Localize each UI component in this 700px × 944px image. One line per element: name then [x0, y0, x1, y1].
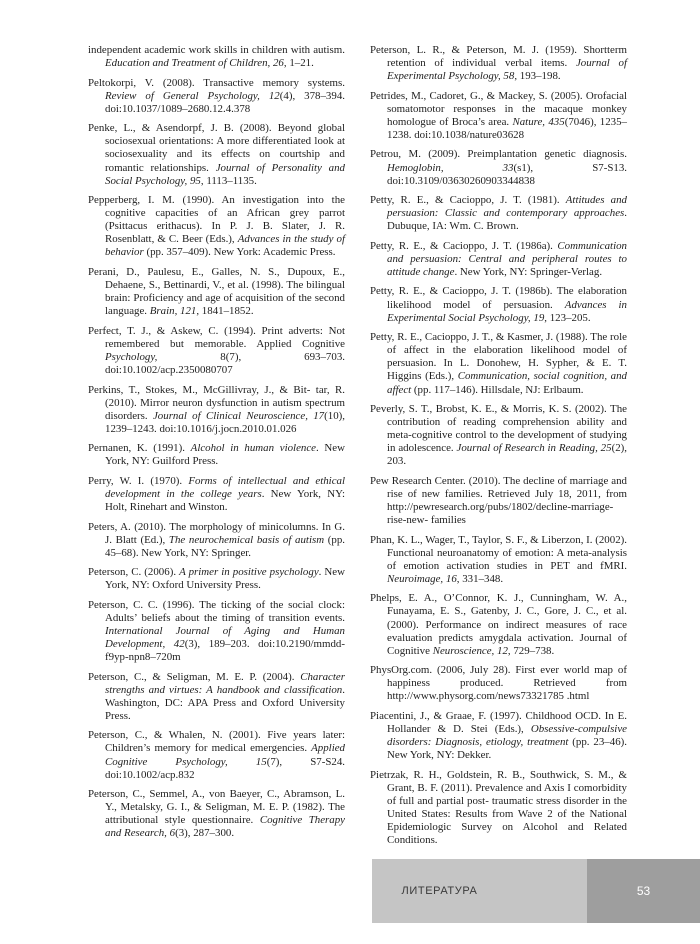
reference-italic-segment: Brain, 121	[149, 305, 197, 318]
reference-text-segment: Penke, L., & Asendorpf, J. B. (2008). Beyond global sociosexual orientations: A more differentiated look at sociosexuality and its effects on courtship and romantic relationships.	[88, 122, 345, 174]
reference-text-segment: Petty, R. E., & Cacioppo, J. T. (1986b). The elaboration likelihood model of persuasion.	[370, 285, 627, 311]
reference-text-segment: Pepperberg, I. M. (1990). An investigation into the cognitive capacities of an African grey parrot (Psittacus erithacus). In P. J. B. Slater, J. R. Rosenblatt, & C. Beer (Eds.),	[88, 194, 345, 246]
reference-italic-segment: International Journal of Aging and Human Development, 42	[105, 624, 345, 651]
reference-italic-segment: Review of General Psychology, 12	[105, 89, 280, 102]
reference-text-segment: , 123–205.	[544, 311, 591, 324]
reference-entry	[370, 148, 627, 187]
reference-text-segment: Piacentini, J., & Graae, F. (1997). Childhood OCD. In E. Hollander & D. Stei (Eds.),	[370, 709, 627, 735]
reference-italic-segment: Neuroscience, 12	[432, 644, 508, 657]
reference-entry	[88, 599, 345, 664]
reference-entry	[370, 90, 627, 142]
reference-text-segment: . New York, NY: Oxford University Press.	[105, 566, 345, 592]
reference-text-segment: , 193–198.	[514, 70, 561, 83]
reference-entry	[88, 194, 345, 259]
references-left-column	[88, 44, 345, 847]
reference-text-segment: Petrou, M. (2009). Preimplantation genetic diagnosis.	[370, 148, 627, 161]
reference-italic-segment: Advances in the study of behavior	[105, 233, 345, 259]
reference-entry	[88, 384, 345, 436]
reference-entry	[88, 566, 345, 592]
reference-entry	[88, 77, 345, 116]
reference-text-segment: (pp. 23–46). New York, NY: Dekker.	[387, 736, 627, 762]
reference-text-segment: Peterson, C. (2006).	[88, 566, 180, 579]
reference-italic-segment: Obsessive-compulsive disorders: Diagnosis, etiology, treatment	[387, 723, 627, 749]
reference-entry	[370, 664, 627, 703]
reference-text-segment: Peterson, C., Semmel, A., von Baeyer, C., Abramson, L. Y., Metalsky, G. I., & Seligman, M. E. P. (1982). The attributional style questionnaire.	[88, 788, 345, 827]
reference-text-segment: . New York, NY: Guilford Press.	[105, 442, 345, 468]
reference-italic-segment: A primer in positive psychology	[179, 566, 319, 579]
reference-italic-segment: Nature, 435	[512, 115, 565, 128]
reference-entry	[370, 592, 627, 657]
reference-italic-segment: Journal of Clinical Neuroscience, 17	[152, 409, 325, 422]
reference-entry	[88, 266, 345, 318]
reference-text-segment: Pew Research Center. (2010). The decline of marriage and rise of new families. Retrieved July 18, 2011, from http://pewresearch.org/pubs/1802/decline-marriage-rise-new- families	[370, 474, 627, 527]
reference-text-segment: Phelps, E. A., O’Connor, K. J., Cunningham, W. A., Funayama, E. S., Gatenby, J. C., Gore, J. C., et al. (2000). Performance on indirect measures of race evaluation predicts amygdala activation. Journal of Cognitive	[370, 592, 627, 657]
reference-text-segment: (3), 189–203. doi:10.2190/mmdd-f9yp-npn8–720m	[105, 638, 345, 664]
reference-text-segment: (3), 287–300.	[175, 827, 235, 840]
reference-text-segment: (2), 203.	[387, 442, 627, 468]
reference-text-segment: , 1113–1135.	[200, 174, 257, 187]
reference-entry	[370, 475, 627, 527]
reference-entry	[88, 122, 345, 187]
reference-italic-segment: Attitudes and persuasion: Classic and contemporary approaches	[387, 194, 627, 220]
references-right-column	[370, 44, 627, 854]
reference-text-segment: . New York, NY: Springer-Verlag.	[454, 265, 603, 278]
reference-text-segment: , 1–21.	[283, 57, 314, 70]
reference-text-segment: (7046), 1235–1238. doi:10.1038/nature03628	[387, 115, 627, 141]
footer-section-box	[372, 859, 587, 923]
reference-text-segment: Perry, W. I. (1970).	[88, 474, 189, 487]
reference-italic-segment: Alcohol in human violence	[190, 442, 317, 455]
reference-text-segment: Perani, D., Paulesu, E., Galles, N. S., Dupoux, E., Dehaene, S., Bettinardi, V., et al. (1998). The bilingual brain: Proficiency and age of acquisition of the second language.	[88, 265, 345, 318]
reference-text-segment: Peterson, C., & Whalen, N. (2001). Five years later: Children’s memory for medical emergencies.	[88, 729, 345, 755]
reference-text-segment: , 1841–1852.	[196, 305, 254, 318]
reference-text-segment: Phan, K. L., Wager, T., Taylor, S. F., & Liberzon, I. (2002). Functional neuroanatomy of emotion: A meta-analysis of emotion activation studies in PET and fMRI.	[370, 533, 627, 572]
reference-entry	[370, 331, 627, 396]
reference-entry	[88, 671, 345, 723]
page-number: 53	[587, 859, 700, 923]
section-title: ЛИТЕРАТУРА	[401, 885, 478, 897]
reference-italic-segment: Communication and persuasion: Central and peripheral routes to attitude change	[387, 239, 627, 278]
reference-italic-segment: Communication, social cognition, and affect	[387, 370, 627, 396]
reference-italic-segment: Journal of Research in Reading, 25	[456, 442, 612, 455]
reference-entry	[88, 788, 345, 840]
reference-text-segment: (s1), S7-S13. doi:10.3109/03630260903344838	[387, 161, 627, 187]
reference-italic-segment: Psychology,	[105, 350, 158, 363]
reference-italic-segment: Advances in Experimental Social Psychology, 19	[387, 298, 628, 324]
reference-text-segment: (10), 1239–1243. doi:10.1016/j.jocn.2010.01.026	[105, 409, 346, 435]
reference-italic-segment: Applied Cognitive Psychology, 15	[105, 742, 345, 768]
reference-text-segment: 8(7), 693–703. doi:10.1002/acp.2350080707	[105, 350, 345, 377]
reference-entry	[370, 710, 627, 762]
reference-entry	[370, 285, 627, 324]
reference-text-segment: (pp. 357–409). New York: Academic Press.	[143, 246, 336, 259]
reference-text-segment: Petrides, M., Cadoret, G., & Mackey, S. (2005). Orofacial somatomotor responses in the macaque monkey homologue of Broca’s area.	[370, 89, 627, 128]
reference-text-segment: Petty, R. E., Cacioppo, J. T., & Kasmer, J. (1988). The role of affect in the elaboration likelihood model of persuasion. In L. Donohew, H. Sypher, & E. T. Higgins (Eds.),	[370, 331, 627, 383]
reference-italic-segment: Forms of intellectual and ethical development in the college years	[105, 474, 346, 500]
reference-text-segment: independent academic work skills in children with autism.	[88, 44, 345, 56]
reference-text-segment: Petty, R. E., & Cacioppo, J. T. (1986a).	[370, 239, 558, 252]
reference-text-segment: Peterson, C., & Seligman, M. E. P. (2004).	[88, 670, 301, 683]
page-footer	[372, 859, 700, 923]
reference-italic-segment: Neuroimage, 16	[387, 572, 457, 585]
reference-text-segment: Peverly, S. T., Brobst, K. E., & Morris, K. S. (2002). The contribution of reading comprehension ability and meta-cognitive control to the development of studying in adolescence.	[370, 402, 627, 455]
reference-italic-segment: Education and Treatment of Children, 26	[105, 57, 284, 70]
reference-italic-segment: Cognitive Therapy and Research, 6	[105, 814, 345, 840]
reference-text-segment: Petty, R. E., & Cacioppo, J. T. (1981).	[370, 194, 566, 207]
reference-text-segment: (4), 378–394. doi:10.1037/1089–2680.12.4.378	[105, 89, 345, 115]
reference-entry	[370, 403, 627, 468]
reference-italic-segment: Character strengths and virtues: A handbook and classification	[105, 670, 345, 696]
reference-text-segment: , 331–348.	[456, 572, 504, 585]
reference-entry	[88, 521, 345, 560]
reference-entry	[88, 325, 345, 377]
reference-entry	[370, 534, 627, 586]
reference-text-segment: . Dubuque, IA: Wm. C. Brown.	[387, 207, 627, 233]
reference-text-segment: Perkins, T., Stokes, M., McGillivray, J., & Bit- tar, R. (2010). Mirror neuron dysfunction in autism spectrum disorders.	[88, 383, 345, 422]
reference-entry	[370, 194, 627, 233]
reference-entry	[88, 442, 345, 468]
reference-text-segment: Peterson, C. C. (1996). The ticking of the social clock: Adults’ beliefs about the timing of transition events.	[88, 598, 345, 624]
reference-italic-segment: Journal of Personality and Social Psychology, 95	[105, 161, 345, 187]
reference-text-segment: Peltokorpi, V. (2008). Transactive memory systems.	[88, 76, 345, 89]
reference-entry	[88, 729, 345, 781]
reference-text-segment: Peters, A. (2010). The morphology of minicolumns. In G. J. Blatt (Ed.),	[88, 520, 345, 546]
reference-text-segment: Pietrzak, R. H., Goldstein, R. B., Southwick, S. M., & Grant, B. F. (2011). Prevalence and Axis I comorbidity of full and partial post- traumatic stress disorder in the United States: Results from Wave 2 of the National Epidemiologic Survey on Alcohol and Related Conditions.	[370, 768, 627, 847]
reference-text-segment: (7), S7-S24. doi:10.1002/acp.832	[105, 755, 345, 781]
reference-text-segment: (pp. 45–68). New York, NY: Springer.	[105, 533, 345, 559]
reference-italic-segment: Hemoglobin, 33	[387, 161, 514, 174]
reference-text-segment: (pp. 117–146). Hillsdale, NJ: Erlbaum.	[411, 383, 584, 396]
reference-text-segment: . New York, NY: Holt, Rinehart and Winston.	[105, 487, 345, 514]
reference-entry	[370, 240, 627, 279]
reference-text-segment: Pernanen, K. (1991).	[88, 442, 191, 455]
reference-text-segment: . Washington, DC: APA Press and Oxford University Press.	[105, 683, 345, 722]
reference-text-segment: , 729–738.	[507, 644, 555, 657]
reference-italic-segment: The neurochemical basis of autism	[168, 533, 325, 546]
reference-text-segment: Peterson, L. R., & Peterson, M. J. (1959). Shortterm retention of individual verbal items.	[370, 44, 627, 70]
reference-text-segment: PhysOrg.com. (2006, July 28). First ever world map of happiness produced. Retrieved from http://www.physorg.com/news73321785 .html	[370, 664, 627, 703]
reference-text-segment: Perfect, T. J., & Askew, C. (1994). Print adverts: Not remembered but memorable. Applied Cognitive	[88, 324, 345, 350]
reference-entry	[88, 475, 345, 514]
reference-entry	[88, 44, 345, 70]
reference-entry	[370, 44, 627, 83]
reference-italic-segment: Journal of Experimental Psychology, 58	[387, 57, 627, 83]
reference-entry	[370, 769, 627, 848]
